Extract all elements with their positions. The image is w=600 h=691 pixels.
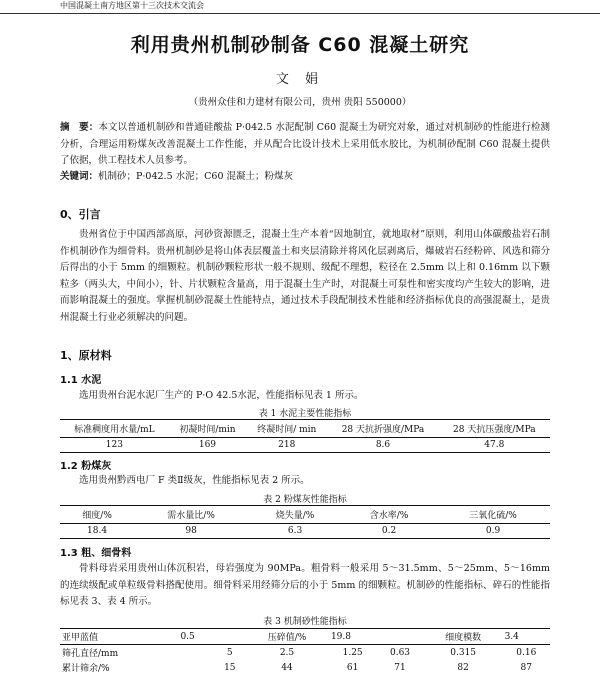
table3-row (60, 660, 550, 675)
table2-caption: 表 2 粉煤灰性能指标 (263, 495, 347, 505)
table3 (60, 628, 550, 675)
table1-caption: 表 1 水泥主要性能指标 (258, 409, 352, 419)
keywords-text: 机制砂；P·042.5 水泥；C60 混凝土；粉煤灰 (98, 171, 294, 182)
table1-header: 初凝时间/min (169, 420, 246, 438)
table3-cell: 3.4 (503, 629, 550, 645)
table2 (60, 505, 550, 539)
table2-header: 烧失量/% (248, 506, 342, 524)
table1-cell: 47.8 (439, 438, 550, 453)
table1-header: 28 天抗压强度/MPa (439, 420, 550, 438)
table3-cell: 0.63 (389, 647, 411, 658)
table1 (60, 419, 550, 453)
table3-cell: 19.8 (329, 629, 376, 645)
keywords (60, 169, 550, 186)
table3-cell: 71 (394, 662, 406, 673)
table3-row (60, 629, 550, 645)
table3-cell: 细度模数 (424, 629, 503, 645)
table1-row (60, 438, 550, 453)
table2-cell: 0.2 (342, 524, 436, 539)
table3-cell (178, 660, 214, 675)
table1-cell: 169 (169, 438, 246, 453)
table3-cell: 5 (226, 647, 233, 658)
abstract-text: 本文以普通机制砂和普通硅酸盐 P·042.5 水泥配制 C60 混凝土为研究对象，通过对机制砂的性能进行检测分析，合理运用粉煤灰改善混凝土工作性能，并从配合比设计技术上采用低水胶比，为机制砂配制 C60 混凝土提供了依据，供工程技术人员参考。 (60, 122, 550, 166)
table3-cell: 1.25 (342, 647, 363, 658)
table3-cell: 61 (346, 662, 359, 673)
table3-row (60, 645, 550, 661)
table3-cell: 亚甲蓝值 (60, 629, 178, 645)
table1-cell: 8.6 (327, 438, 438, 453)
table2-header: 含水率/% (342, 506, 436, 524)
table3-cell: 0.16 (516, 647, 537, 658)
table3-cell: 累计筛余/% (62, 664, 110, 674)
section-heading-intro: 0、引言 (60, 208, 101, 221)
table3-cell (178, 645, 214, 661)
table3-cell (215, 629, 245, 645)
table1-cell: 123 (60, 438, 169, 453)
table3-caption: 表 3 机制砂性能指标 (263, 617, 347, 627)
table3-cell: 0.315 (450, 647, 477, 658)
table2-header: 细度/% (60, 506, 134, 524)
intro-paragraph: 贵州省位于中国西部高原，河砂资源匮乏，混凝土生产本着“因地制宜，就地取材”原则，利用山体碳酸盐岩石制作机制砂作为细骨料。贵州机制砂是将山体表层覆盖土和夹层清除并将风化层剥离后，爆破岩石经粉碎、风选和筛分后得出的小于 5mm 的细颗粒。机制砂颗粒形状一般不规则、级配不理想，粒径在 2.5mm 以上和 0.16mm 以下颗粒多（两头大，中间小），针、片状颗粒含量高，用于混凝土生产时，对混凝土可泵性和密实度均产生较大的影响，进而影响混凝土的强度。掌握机制砂混凝土性能特点，通过技术手段配制技术性能和经济指标优良的高强混凝土，是贵州混凝土行业必须解决的问题。 (60, 229, 550, 323)
aggregate-text: 骨料母岩采用贵州山体沉积岩，母岩强度为 90MPa。粗骨料一般采用 5～31.5mm、5～25mm、5～16mm 的连续级配或单粒级骨料搭配使用。细骨料采用经筛分后的小于 5mm 的细颗粒。机制砂的性能指标、碎石的性能指标见表 3、表 4 所示。 (60, 563, 550, 607)
table2-header: 三氧化硫/% (436, 506, 550, 524)
keywords-label: 关键词： (60, 171, 99, 182)
table3-cell: 87 (520, 662, 532, 673)
affiliation: （贵州众佳和力建材有限公司，贵州 贵阳 550000） (188, 97, 412, 108)
section-heading-materials: 1、原材料 (60, 349, 112, 362)
table3-cell: 0.5 (178, 629, 214, 645)
paper-title: 利用贵州机制砂制备 C60 混凝土研究 (130, 34, 470, 56)
table2-header: 需水量比/% (134, 506, 248, 524)
table3-cell (376, 629, 423, 645)
table2-cell: 0.9 (436, 524, 550, 539)
table1-cell: 218 (246, 438, 327, 453)
subsection-heading-flyash: 1.2 粉煤灰 (60, 461, 112, 472)
table3-cell: 筛孔直径/mm (62, 649, 119, 659)
subsection-heading-cement: 1.1 水泥 (60, 375, 102, 386)
abstract (60, 120, 550, 170)
table2-cell: 98 (134, 524, 248, 539)
table1-header: 28 天抗折强度/MPa (327, 420, 438, 438)
table2-row (60, 524, 550, 539)
flyash-text: 选用贵州黔西电厂 F 类Ⅱ级灰，性能指标见表 2 所示。 (79, 475, 310, 486)
table2-header-row (60, 506, 550, 524)
cement-text: 选用贵州台泥水泥厂生产的 P·O 42.5水泥，性能指标见表 1 所示。 (79, 390, 364, 401)
table2-cell: 18.4 (60, 524, 134, 539)
table3-cell: 44 (281, 662, 293, 673)
table3-cell: 15 (224, 662, 236, 673)
abstract-label: 摘 要： (60, 122, 99, 133)
subsection-heading-aggregate: 1.3 粗、细骨料 (60, 548, 132, 559)
table3-cell: 2.5 (279, 647, 295, 658)
table3-cell: 压碎值/% (245, 629, 329, 645)
table3-cell: 82 (457, 662, 469, 673)
author: 文 娟 (275, 72, 325, 87)
table1-header: 终凝时间/ min (246, 420, 327, 438)
table2-cell: 6.3 (248, 524, 342, 539)
table1-header-row (60, 420, 550, 438)
table1-header: 标准稠度用水量/mL (60, 420, 169, 438)
running-header: 中国混凝土南方地区第十三次技术交流会 (0, 0, 600, 14)
